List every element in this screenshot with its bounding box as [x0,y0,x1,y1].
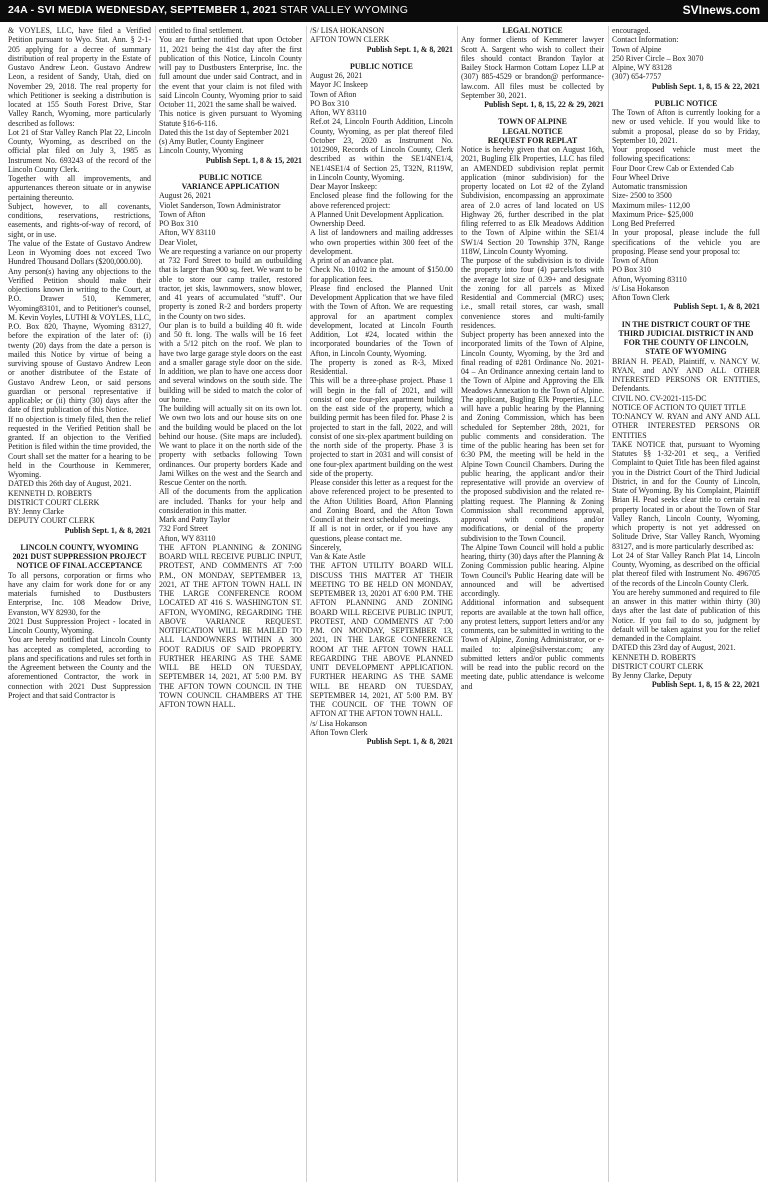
notice-paragraph: Violet Sanderson, Town Administrator [159,200,281,210]
notice-paragraph: You are further notified that upon October 11, 2021 being the 41st day after the first publication of this Notice, Lincoln County will pay to Dustbusters Enterprise, Inc. the full amount due under said Contract, and in the event that your claim is not filed with said Lincoln County, Wyoming prior to said October 11, 2021 the same shall be waived. [159,35,302,109]
notice-paragraph: Dear Violet, [159,237,198,247]
notice-paragraph: Subject, however, to all covenants, conditions, reservations, restrictions, easements, and rights-of-way of record, of sight, or in use. [8,201,151,239]
notice-paragraph: The building will actually sit on its own lot. We own two lots and our house sits on one and the building would be placed on the lot behind our house. (Site maps are included). We want to place it on the north side of the property with setbacks following Town ordinances. Our property borders Kade and Jami Wilkes on the west and the Search and Rescue Center on the north. [159,404,302,487]
notice-heading: 2021 DUST SUPPRESSION PROJECT [12,552,147,561]
notice-paragraph: Town of Afton [159,209,206,219]
notice-paragraph: Mark and Patty Taylor [159,515,230,524]
notice-separator [612,312,760,320]
notice-paragraph: Notice is hereby given that on August 16th, 2021, Bugling Elk Properties, LLC has filed an AMENDED subdivision replat permit application (minor subdivision) for the property located on Lot #2 of the Zyland Subdivision, encompassing an approximate area of 2.0 acres of land located on US Highway 26, further described in the plat filing referred to as Elk Meadows Addition to the Town of Alpine within the SE1/4 SW1/4 Section 20 Township 37N, Range 118W, Lincoln County Wyoming. [461,145,604,256]
column-3 [310,26,453,1182]
notice-paragraph: NOTICE OF ACTION TO QUIET TITLE [612,402,746,412]
notice-paragraph: Afton, Wyoming 83110 [612,274,687,284]
notice-paragraph: Dear Mayor Inskeep: [310,182,378,191]
notice-heading: LEGAL NOTICE [502,126,563,136]
notice-heading: REQUEST FOR REPLAT [487,135,578,145]
notice-paragraph: DATED this 23rd day of August, 2021. [612,643,736,653]
notice-paragraph: DATED this 26th day of August, 2021. [8,479,132,489]
notice-paragraph: Town of Afton [612,256,659,265]
notice-paragraph: PO Box 310 [159,219,199,228]
notice-paragraph: This notice is given pursuant to Wyoming Statute §16-6-116. [159,109,302,128]
notice-heading: IN THE DISTRICT COURT OF THE THIRD JUDICIAL DISTRICT IN AND FOR THE COUNTY OF LINCOLN, STATE OF WYOMING [618,319,754,357]
notice-paragraph: DISTRICT COURT CLERK [8,497,100,507]
publish-line: Publish Sept. 1, & 8, 2021 [64,525,151,535]
notice-paragraph: Size- 2500 to 3500 [612,191,672,201]
notice-paragraph: Alpine, WY 83128 [612,63,672,72]
notice-paragraph: By Jenny Clarke, Deputy [612,671,692,680]
notice-paragraph: Ref.ot 24, Lincoln Fourth Addition, Lincoln County, Wyoming, as per plat thereof filed October 23, 2020 as Instrument No. 1012909, Records of Lincoln County, Clerk described as within the SE1/4NE1/4, NE1/4SE1/4 of Section 25, T32N, R119W, in Lincoln County, Wyoming. [310,117,453,182]
notice-heading: PUBLIC NOTICE [199,172,262,182]
notice-paragraph: Town of Afton [310,89,357,99]
notice-paragraph: & VOYLES, LLC, have filed a Verified Petition pursuant to Wyo. Stat. Ann. § 2-1-205 applying for a decree of summary distribution of real property in the Estate of Gustavo Andrew Leon. Gustavo Andrew Leon, a resident of Sandy, Utah, died on November 29, 2018. The real property for which Petitioner is seeking a distribution is located at 155 South Forest Drive, Star Valley Ranch, Wyoming, more particularly described as follows: [8,26,151,128]
notice-paragraph: A Planned Unit Development Application. [310,209,444,219]
header-date: WEDNESDAY, SEPTEMBER 1, 2021 [96,4,277,16]
notice-paragraph: Subject property has been annexed into the incorporated limits of the Town of Alpine, Lincoln County, Wyoming, by the 3rd and final reading of #281 Ordinance No. 2021-04 – An Ordinance annexing certain land to the Town of Alpine and Approving the Elk Meadows Annexation to the Town of Alpine. The applicant, Bugling Elk Properties, LLC will have a public hearing by the Planning and Zoning Commission, which has been scheduled for September 28th, 2021, for public comments and consideration. The time of the public hearing has been set for 6:30 PM, the meeting will be held in the Alpine Town Council Chambers. During the public hearing, the applicant and/or their representative will provide an overview of the proposed subdivision and the related re-platting request. The Planning & Zoning Commission shall recommend approval, approval with conditions and/or modifications, or denial of the property subdivision to the Town Council. [461,330,604,543]
notice-separator [159,165,302,173]
header-paper: STAR VALLEY WYOMING [280,4,409,16]
notice-separator [612,91,760,99]
notice-paragraph: KENNETH D. ROBERTS [8,488,92,498]
notice-paragraph: Automatic transmission [612,182,688,191]
publish-line: Publish Sept. 1, 8 & 15, 2021 [205,155,302,165]
notice-paragraph: KENNETH D. ROBERTS [612,652,696,662]
notice-paragraph: Afton, WY 83110 [159,533,216,543]
notice-paragraph: Our plan is to build a building 40 ft. wide and 50 ft. long. The walls will be 16 feet with a 5/12 pitch on the roof. We plan to have two large garage style doors on the east and a smaller garage style door on the side. In addition, we plan to have one access door and several windows on the south side. The building will be sided to match the color of our home. [159,320,302,404]
header-site: SVInews.com [682,3,760,17]
notice-paragraph: Please find enclosed the Planned Unit Development Application that we have filed with the Town of Afton. We are requesting approval for an apartment complex development, located at Lincoln Fourth Addition, Lot #24, located within the incorporated boundaries of the Town of Afton, in Lincoln County, Wyoming. [310,283,453,358]
publish-line: Publish Sept. 1, 8, 15, 22 & 29, 2021 [484,100,604,109]
notice-separator [8,535,151,543]
notice-paragraph: TAKE NOTICE that, pursuant to Wyoming Statutes §§ 1-32-201 et seq., a Verified Complaint to Quiet Title has been filed against you in the District Court of the Third Judicial District, in and for the County of Lincoln, State of Wyoming. By his Complaint, Plaintiff Brian H. Pead seeks clear title to certain real property located in or about the Town of Star Valley Ranch, Lincoln County, Wyoming, which property is not yet addressed on Solitude Drive, Star Valley Ranch, Wyoming 83127, and is more particularly described as: [612,439,760,551]
notice-paragraph: Enclosed please find the following for the above referenced project: [310,191,453,210]
notice-paragraph: Four Wheel Drive [612,172,670,182]
notice-paragraph: Maximum miles- 112,00 [612,200,690,210]
notice-paragraph: entitled to final settlement. [159,26,244,35]
notice-paragraph: Afton, WY 83110 [310,108,367,117]
notice-paragraph: To all persons, corporation or firms who have any claim for work done for or any materials furnished to Dustbusters Enterprise, Inc. 108 Meadow Drive, Evanston, WY 82930, for the [8,570,151,617]
notice-paragraph: (307) 654-7757 [612,72,662,82]
notice-paragraph: BY: Jenny Clarke [8,507,64,516]
header-section: 24A - SVI MEDIA [8,4,93,16]
column-4 [461,26,604,1182]
notice-heading: PUBLIC NOTICE [350,61,413,71]
notice-paragraph: THE AFTON PLANNING & ZONING BOARD WILL RECEIVE PUBLIC INPUT, PROTEST, AND COMMENTS AT 7:00 P.M., ON MONDAY, SEPTEMBER 13, 2021, AT THE AFTON TOWN HALL IN THE LARGE CONFERENCE ROOM LOCATED AT 416 S. WASHINGTON ST. AFTON, WYOMING, REGARDING THE ABOVE VARIANCE REQUEST. NOTIFICATION WILL BE MAILED TO ALL LANDOWNERS WITHIN A 300 FOOT RADIUS OF SAID PROPERTY. FURTHER HEARING AS THE SAME WILL BE HELD ON TUESDAY, SEPTEMBER 14, 2021, AT 5:00 P.M. BY THE AFTON TOWN COUNCIL IN THE TOWN COUNCIL CHAMBERS AT THE AFTON TOWN HALL. [159,542,302,709]
publish-line: Publish Sept. 1, 8, 15 & 22, 2021 [651,680,760,690]
notice-paragraph: Town of Alpine [612,44,662,54]
notice-paragraph: AFTON TOWN CLERK [310,35,390,45]
notice-paragraph: Mayor JC Inskeep [310,80,368,90]
notice-paragraph: DISTRICT COURT CLERK [612,661,704,671]
notice-paragraph: The value of the Estate of Gustavo Andrew Leon in Wyoming does not exceed Two Hundred Thousand Dollars ($200,000.00). [8,238,151,267]
notice-paragraph: Your proposed vehicle must meet the following specifications: [612,145,760,164]
publish-line: Publish Sept. 1, & 8, 2021 [366,44,453,54]
notice-paragraph: Any person(s) having any objections to the Verified Petition should make their objections known in writing to the Court, at P.O. Drawer 510, Kemmerer, Wyoming83101, and to Petitioner's counsel, M. Kevin Voyles, LUTHI & VOYLES, LLC, P.O. Box 820, Thayne, Wyoming 83127, before the expiration of the later of: (i) twenty (20) days from the date a person is mailed this Notice by virtue of being a surviving spouse of Gustavo Andrew Leon or another distributee of the Estate of Gustavo Andrew Leon, or said persons guardian or personal representative if applicable; or (ii) thirty (30) days after the date of first publication of this Notice. [8,266,151,415]
notice-paragraph: A list of landowners and mailing addresses who own properties within 300 feet of the development. [310,228,453,256]
notice-paragraph: Van & Kate Astle [310,552,366,561]
notice-separator [310,54,453,62]
notice-paragraph: August 26, 2021 [159,191,212,201]
notice-paragraph: BRIAN H. PEAD, Plaintiff, v. NANCY W. RYAN, and ANY AND ALL OTHER INTERESTED PERSONS OR ENTITIES, Defendants. [612,356,760,394]
notice-paragraph: encouraged. [612,26,651,35]
notice-paragraph: In your proposal, please include the full specifications of the vehicle you are proposing. Please send your proposal to: [612,228,760,256]
notice-paragraph: Lot 21 of Star Valley Ranch Plat 22, Lincoln County, Wyoming, as described on the official plat filed on July 3, 1985 as Instrument No. 693243 of the record of the Lincoln County Clerk. [8,127,151,174]
notice-paragraph: THE AFTON UTILITY BOARD WILL DISCUSS THIS MATTER AT THEIR MEETING TO BE HELD ON MONDAY, SEPTEMBER 13, 20201 AT 6:00 P.M. THE AFTON PLANNING AND ZONING BOARD WILL RECEIVE PUBLIC INPUT, PROTEST, AND COMMENTS AT 7:00 P.M. ON MONDAY, SEPTEMBER 13, 2021, IN THE LARGE CONFERENCE ROOM AT THE AFTON TOWN HALL REGARDING THE ABOVE PLANNED UNIT DEVELOPMENT APPLICATION. FURTHER HEARING AS THE SAME WILL BE HEARD ON TUESDAY, SEPTEMBER 14, 2021, AT 5:00 P.M. BY THE COUNCIL OF THE TOWN OF AFTON AT THE AFTON TOWN HALL. [310,561,453,719]
notice-paragraph: This will be a three-phase project. Phase 1 will begin in the fall of 2021, and will consist of one four-plex apartment building on the east side of the property, which a building permit has been filed for. Phase 2 is projected to start in the fall, 2022, and will consist of one six-plex apartment building on the north side of the property. Phase 3 is projected to start in 2031 and will consist of one four-plex apartment building on the west side of the property. [310,376,453,478]
notice-paragraph: You are hereby summoned and required to file an answer in this matter within thirty (30) days after the last date of publication of this Notice. If you fail to do so, judgment by default will be taken against you for the relief demanded in the Complaint. [612,587,760,643]
notice-paragraph: Dated this the 1st day of September 2021 [159,127,290,137]
publish-line: Publish Sept. 1, & 8, 2021 [673,302,760,312]
notice-paragraph: PO Box 310 [310,98,350,108]
notice-paragraph: Ownership Deed. [310,219,366,228]
notice-paragraph: Lot 24 of Star Valley Ranch Plat 14, Lincoln County, Wyoming, as described on the official plat thereof filed with Instrument No. 496705 of the records of the Lincoln County Clerk. [612,550,760,588]
notice-paragraph: If all is not in order, or if you have any questions, please contact me. [310,524,453,543]
notice-paragraph: A print of an advance plat. [310,256,394,265]
notice-paragraph: PO Box 310 [612,265,652,275]
column-5 [612,26,760,1182]
notice-heading: NOTICE OF FINAL ACCEPTANCE [16,561,143,571]
notice-paragraph: Together with all improvements, and appurtenances thereon situate or in anywise pertaining thereunto. [8,174,151,202]
notice-paragraph: Afton, WY 83110 [159,228,216,238]
notice-paragraph: Check No. 10102 in the amount of $150.00 for application fees. [310,265,453,284]
notice-paragraph: Additional information and subsequent reports are available at the town hall office, any protest letters, support letters and/or any comments, can be submitted in writing to the Town of Alpine, Zoning Administrator, or e-mailed to: alpine@silverstar.com; any submitted letters and/or public comments will be read into the public record on the meeting date, public attendance is welcome and [461,598,604,691]
notice-paragraph: The Town of Afton is currently looking for a new or used vehicle. If you would like to submit a proposal, please do so by Friday, September 10, 2021. [612,108,760,145]
notice-paragraph: The Alpine Town Council will hold a public hearing, thirty (30) days after the Planning & Zoning Commission public hearing. Alpine Town Council's Public Hearing date will be announced and will be advertised accordingly. [461,542,604,598]
notice-paragraph: 732 Ford Street [159,524,209,534]
legal-notices-columns [8,26,760,1182]
notice-paragraph: DEPUTY COURT CLERK [8,516,95,526]
notice-paragraph: The purpose of the subdivision is to divide the property into four (4) parcels/lots with the average lot size of 0.39+ and designate the zoning for all parcels as Mixed Residential and Commercial (MRC) uses; i.e., small retail stores, car wash, small convenience stores and multi-family residences. [461,256,604,330]
notice-heading: VARIANCE APPLICATION [181,182,280,191]
notice-paragraph: You are hereby notified that Lincoln County has accepted as completed, according to plans and specifications and rules set forth in the Agreement between the County and the aforementioned Contractor, the work in connection with 2021 Dust Suppression Project and that said Contractor is [8,635,151,700]
notice-paragraph: Afton Town Clerk [612,293,670,302]
column-2 [159,26,302,1182]
page-header [0,0,768,22]
notice-paragraph: Any former clients of Kemmerer lawyer Scott A. Sargent who wish to collect their files should contact Brandon Taylor at Bailey Stock Harmon Cottam Lopez LLP at (307) 885-4529 or brandon@ performance-law.com. All files must be collected by September 30, 2021. [461,35,604,100]
header-folio [8,4,408,16]
notice-paragraph: All of the documents from the application are included. Thanks for your help and consideration in this matter. [159,487,302,515]
notice-paragraph: Please consider this letter as a request for the above referenced project to be presented to the Afton Utilities Board, Afton Planning and Zoning Board, and the Afton Town Council at their next scheduled meetings. [310,478,453,524]
notice-heading: TOWN OF ALPINE [498,117,567,127]
notice-paragraph: Long Bed Preferred [612,219,675,228]
notice-paragraph: /s/ Lisa Hokanson [612,283,669,293]
notice-paragraph: CIVIL NO. CV-2021-115-DC [612,393,707,403]
notice-paragraph: We are requesting a variance on our property at 732 Ford Street to build an outbuilding that is larger than 900 sq. feet. We want to be able to store our camp trailer, restored tractor, jet skis, lawnmowers, snow blower, and 41 years of accumulated "stuff". Our property is zoned R-2 and borders property in the County on two sides. [159,246,302,321]
notice-paragraph: Sincerely, [310,542,342,552]
notice-paragraph: TO:NANCY W. RYAN and ANY AND ALL OTHER INTERESTED PERSONS OR ENTITIES [612,412,760,440]
notice-separator [461,109,604,117]
publish-line: Publish Sept. 1, & 8, 2021 [366,737,453,746]
notice-paragraph: Maximum Price- $25,000 [612,209,694,219]
notice-paragraph: Contact Information: [612,35,679,45]
notice-heading: PUBLIC NOTICE [654,98,718,108]
notice-paragraph: The property is zoned as R-3, Mixed Residential. [310,357,453,376]
notice-paragraph: August 26, 2021 [310,71,363,80]
notice-paragraph: 250 River Circle – Box 3070 [612,53,704,63]
notice-heading: LINCOLN COUNTY, WYOMING [20,542,139,552]
notice-paragraph: /s/ Lisa Hokanson [310,718,367,728]
notice-paragraph: 2021 Dust Suppression Project - located in Lincoln County, Wyoming. [8,616,151,635]
column-1 [8,26,151,1182]
notice-paragraph: (s) Amy Butler, County Engineer [159,137,264,146]
notice-paragraph: Afton Town Clerk [310,727,368,737]
notice-paragraph: If no objection is timely filed, then the relief requested in the Verified Petition shall be granted. If an objection to the Verified Petition is filed within the time provided, the Court shall set the matter for a hearing to be held in the Courthouse in Kemmerer, Wyoming. [8,414,151,479]
notice-paragraph: Lincoln County, Wyoming [159,146,244,156]
notice-paragraph: Four Door Crew Cab or Extended Cab [612,163,734,173]
notice-heading: LEGAL NOTICE [502,26,563,35]
publish-line: Publish Sept. 1, 8, 15 & 22, 2021 [651,81,760,91]
notice-paragraph: /S/ LISA HOKANSON [310,26,385,35]
